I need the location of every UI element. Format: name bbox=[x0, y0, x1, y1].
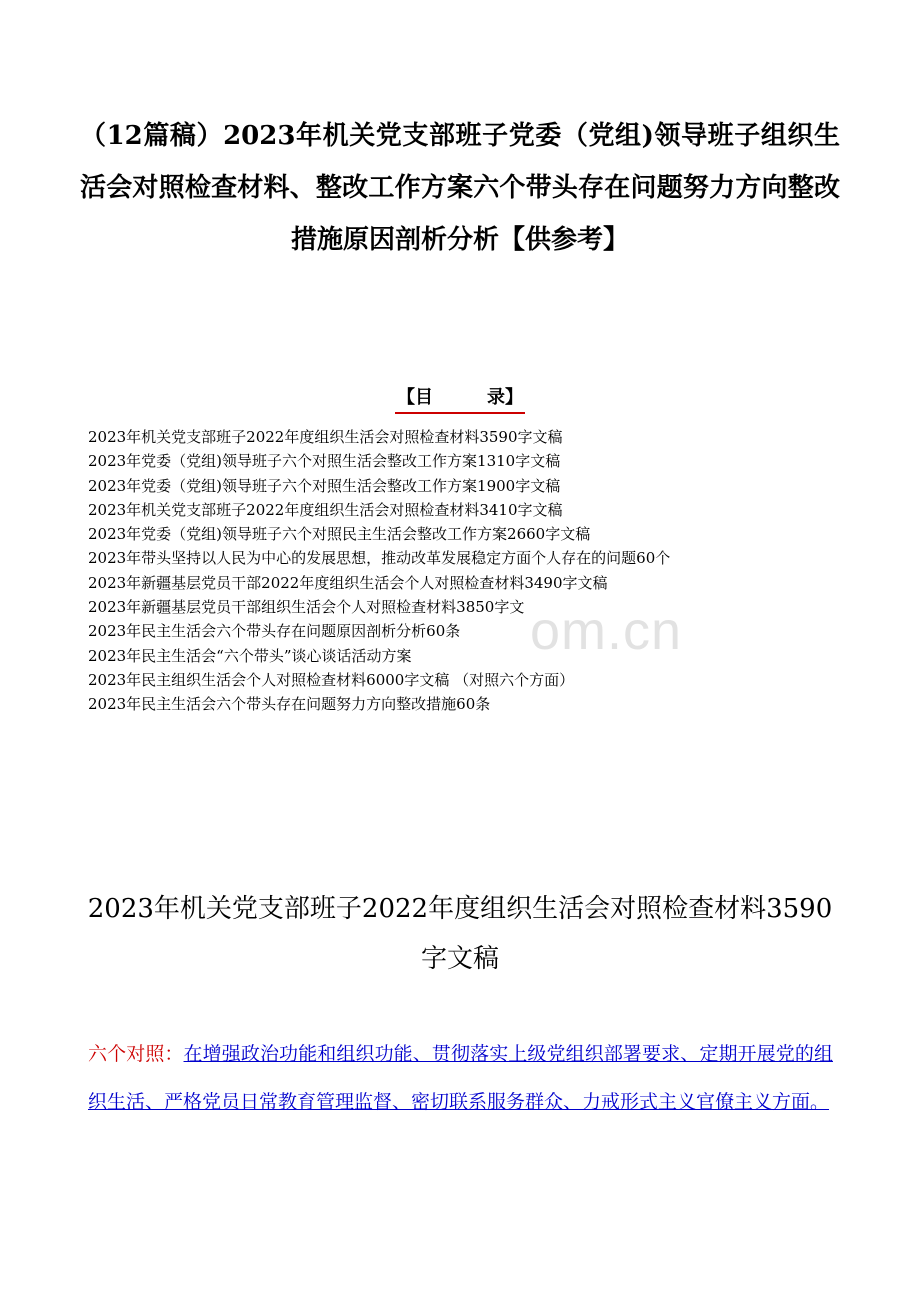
toc-item[interactable]: 2023年机关党支部班子2022年度组织生活会对照检查材料3410字文稿 bbox=[88, 500, 563, 519]
toc-item[interactable]: 2023年党委（党组)领导班子六个对照民主生活会整改工作方案2660字文稿 bbox=[88, 525, 591, 544]
toc-item[interactable]: 2023年新疆基层党员干部2022年度组织生活会个人对照检查材料3490字文稿 bbox=[88, 573, 608, 592]
toc-item[interactable]: 2023年民主生活会六个带头存在问题努力方向整改措施60条 bbox=[88, 695, 491, 714]
toc-item[interactable]: 2023年带头坚持以人民为中心的发展思想，推动改革发展稳定方面个人存在的问题60个 bbox=[88, 549, 671, 568]
section-title: 2023年机关党支部班子2022年度组织生活会对照检查材料3590字文稿 bbox=[87, 894, 833, 974]
table-of-contents bbox=[88, 425, 848, 717]
toc-heading-label: 【目 录】 bbox=[395, 384, 525, 414]
toc-item[interactable]: 2023年机关党支部班子2022年度组织生活会对照检查材料3590字文稿 bbox=[88, 428, 563, 446]
toc-heading bbox=[0, 384, 920, 414]
paragraph-link[interactable]: 在增强政治功能和组织功能、贯彻落实上级党组织部署要求、定期开展党的组织生活、严格党员日常教育管理监督、密切联系服务群众、力戒形式主义官僚主义方面。 bbox=[88, 1043, 833, 1113]
toc-item[interactable]: 2023年党委（党组)领导班子六个对照生活会整改工作方案1900字文稿 bbox=[88, 476, 561, 495]
body-paragraph bbox=[88, 1030, 833, 1126]
toc-item[interactable]: 2023年新疆基层党员干部组织生活会个人对照检查材料3850字文 bbox=[88, 598, 525, 617]
paragraph-lead: 六个对照： bbox=[88, 1043, 184, 1065]
toc-item[interactable]: 2023年党委（党组)领导班子六个对照生活会整改工作方案1310字文稿 bbox=[88, 452, 561, 471]
toc-item[interactable]: 2023年民主生活会六个带头存在问题原因剖析分析60条 bbox=[88, 622, 461, 641]
toc-item[interactable]: 2023年民主生活会“六个带头”谈心谈话活动方案 bbox=[88, 646, 412, 665]
watermark: om.cn bbox=[530, 601, 683, 661]
toc-item[interactable]: 2023年民主组织生活会个人对照检查材料6000字文稿 （对照六个方面） bbox=[88, 670, 575, 689]
document-title: （12篇稿）2023年机关党支部班子党委（党组)领导班子组织生活会对照检查材料、整改工作方案六个带头存在问题努力方向整改措施原因剖析分析【供参考】 bbox=[80, 121, 840, 255]
